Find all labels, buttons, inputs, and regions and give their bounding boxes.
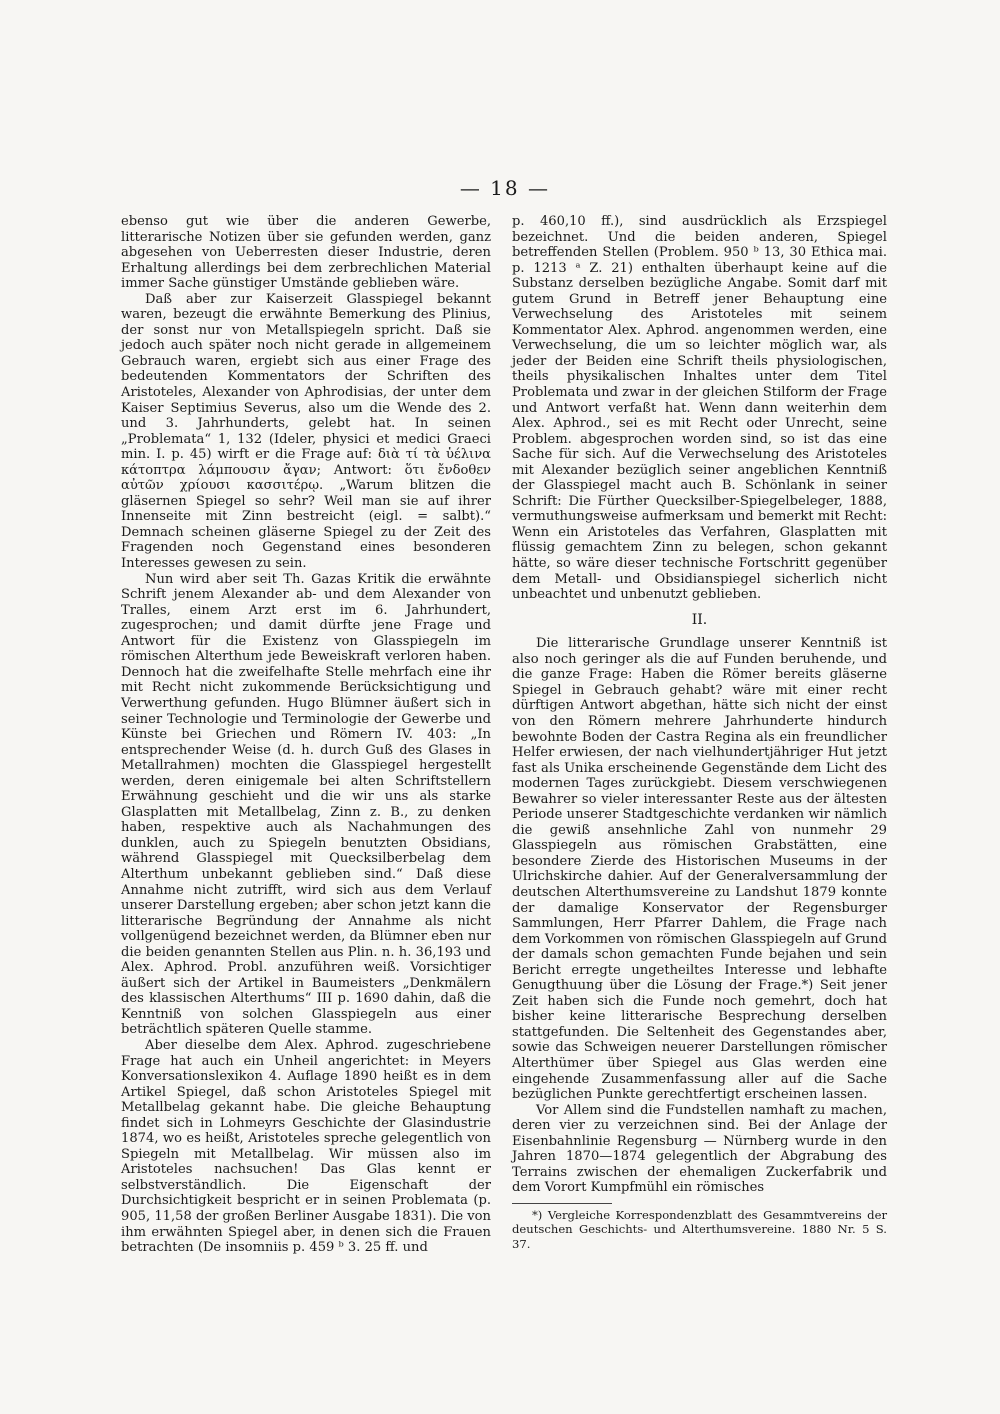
paragraph: p. 460,10 ff.), sind ausdrücklich als Erzspiegel bezeichnet. Und die beiden anderen, Spiegel betreffenden Stellen (Problem. 950 ᵇ 13, 30 Ethica mai. p. 1213 ᵃ Z. 21) enthalten überhaupt keine auf die Substanz derselben bezügliche Angabe. Somit darf mit gutem Grund in Betreff jener Behauptung eine Verwechselung des Aristoteles mit seinem Kommentator Alex. Aphrod. angenommen werden, eine Verwechselung, die um so leichter möglich war, als jeder der Beiden eine Schrift theils physiologischen, theils physikalischen Inhaltes unter dem Titel Problemata und zwar in der gleichen Stilform der Frage und Antwort verfaßt hat. Wenn dann weiterhin dem Alex. Aphrod., sei es mit Recht oder Unrecht, seine Problem. abgesprochen worden sind, so ist das eine Sache für sich. Auf die Verwechselung des Aristoteles mit Alexander bezüglich seiner angeblichen Kenntniß der Glasspiegel macht auch B. Schönlank in seiner Schrift: Die Fürther Quecksilber-Spiegelbeleger, 1888, vermuthungsweise aufmerksam und bemerkt mit Recht: Wenn ein Aristoteles das Verfahren, Glasplatten mit flüssig gemachtem Zinn zu belegen, schon gekannt hätte, so wäre dieser technische Fortschritt gegenüber dem Metall- und Obsidianspiegel sicherlich nicht unbeachtet und unbenutzt geblieben. (512, 214, 887, 603)
section-heading: II. (691, 611, 708, 628)
footnote-text: *) Vergleiche Korrespondenzblatt des Gesammtvereins der deutschen Geschichts- und Alterthumsvereine. 1880 Nr. 5 S. 37. (512, 1207, 887, 1251)
paragraph: Die litterarische Grundlage unserer Kenntniß ist also noch geringer als die auf Funden beruhende, und die ganze Frage: Haben die Römer bereits gläserne Spiegel in Gebrauch gehabt? wäre mit einer recht dürftigen Antwort abgethan, hätte sich nicht der einst von den Römern mehrere Jahrhunderte hindurch bewohnte Boden der Castra Regina als ein freundlicher Helfer erwiesen, der nach vielhundertjähriger Hut jetzt fast als Unika erscheinende Gegenstände dem Licht des modernen Tages zurückgiebt. Diesem verschwiegenen Bewahrer so vieler interessanter Reste aus der ältesten Periode unserer Stadtgeschichte verdanken wir nämlich die gewiß ansehnliche Zahl von nunmehr 29 Glasspiegeln aus römischen Grabstätten, eine besondere Zierde des Historischen Museums in der Ulrichskirche dahier. Auf der Generalversammlung der deutschen Alterthumsvereine zu Landshut 1879 konnte der damalige Konservator der Regensburger Sammlungen, Herr Pfarrer Dahlem, die Frage nach dem Vorkommen von römischen Glasspiegeln auf Grund der damals schon gemachten Funde bejahen und sein Bericht erregte ungetheiltes Interesse und lebhafte Genugthuung über die Lösung der Frage.*) Seit jener Zeit haben sich die Funde noch gemehrt, doch hat bisher keine litterarische Besprechung derselben stattgefunden. Die Seltenheit des Gegenstandes aber, sowie das Schweigen neuerer Darstellungen römischer Alterthümer über Spiegel aus Glas werden eine eingehende Zusammenfassung aller auf die Sache bezüglichen Punkte gerechtfertigt erscheinen lassen. (512, 636, 887, 1103)
page-number: — 18 — (459, 176, 550, 200)
right-column (512, 214, 887, 1251)
paragraph: Vor Allem sind die Fundstellen namhaft zu machen, deren vier zu verzeichnen sind. Bei der Anlage der Eisenbahnlinie Regensburg — Nürnberg wurde in den Jahren 1870—1874 gelegentlich der Abgrabung des Terrains zwischen der ehemaligen Zuckerfabrik und dem Vorort Kumpfmühl ein römisches (512, 1102, 887, 1196)
paragraph: ebenso gut wie über die anderen Gewerbe, litterarische Notizen über sie gefunden werden, ganz abgesehen von Ueberresten dieser Industrie, deren Erhaltung allerdings bei dem zerbrechlichen Material immer Sache günstiger Umstände geblieben wäre. (121, 214, 491, 292)
footnote (512, 1208, 887, 1252)
left-column (121, 214, 491, 1256)
footnote-divider (512, 1203, 612, 1204)
paragraph: Aber dieselbe dem Alex. Aphrod. zugeschriebene Frage hat auch ein Unheil angerichtet: in Meyers Konversationslexikon 4. Auflage 1890 heißt es in dem Artikel Spiegel, daß schon Aristoteles Spiegel mit Metallbelag gekannt habe. Die gleiche Behauptung findet sich in Lohmeyrs Geschichte der Glasindustrie 1874, wo es heißt, Aristoteles spreche gelegentlich von Spiegeln mit Metallbelag. Wir müssen also im Aristoteles nachsuchen! Das Glas kennt er selbstverständlich. Die Eigenschaft der Durchsichtigkeit bespricht er in seinen Problemata (p. 905, 11,58 der großen Berliner Ausgabe 1831). Die von ihm erwähnten Spiegel aber, in denen sich die Frauen betrachten (De insomniis p. 459 ᵇ 3. 25 ff. und (121, 1037, 491, 1256)
paragraph: Daß aber zur Kaiserzeit Glasspiegel bekannt waren, bezeugt die erwähnte Bemerkung des Plinius, der sonst nur von Metallspiegeln spricht. Daß sie jedoch auch später noch nicht gerade in allgemeinem Gebrauch waren, ergiebt sich aus einer Frage des bedeutenden Kommentators der Schriften des Aristoteles, Alexander von Aphrodisias, der unter dem Kaiser Septimius Severus, also um die Wende des 2. und 3. Jahrhunderts, gelebt hat. In seinen „Problemata“ 1, 132 (Ideler, physici et medici Graeci min. I. p. 45) wirft er die Frage auf: διὰ τί τὰ ὑέλινα κάτοπτρα λάμπουσιν ἄγαν; Antwort: ὅτι ἔνδοθεν αὐτῶν χρίουσι κασσιτέρῳ. „Warum blitzen die gläsernen Spiegel so sehr? Weil man sie auf ihrer Innenseite mit Zinn bestreicht (eigl. = salbt).“ Demnach scheinen gläserne Spiegel zu der Zeit des Fragenden noch Gegenstand eines besonderen Interesses gewesen zu sein. (121, 291, 491, 572)
paragraph: Nun wird aber seit Th. Gazas Kritik die erwähnte Schrift jenem Alexander ab- und dem Alexander von Tralles, einem Arzt erst im 6. Jahrhundert, zugesprochen; und damit dürfte jene Frage und Antwort für die Existenz von Glasspiegeln im römischen Alterthum jede Beweiskraft verloren haben. Dennoch hat die zweifelhafte Stelle mehrfach eine ihr mit Recht nicht zukommende Berücksichtigung und Verwerthung gefunden. Hugo Blümner äußert sich in seiner Technologie und Terminologie der Gewerbe und Künste bei Griechen und Römern IV. 403: „In entsprechender Weise (d. h. durch Guß des Glases in Metallrahmen) mochten die Glasspiegel hergestellt werden, deren einigemale bei alten Schriftstellern Erwähnung geschieht und die wir uns als starke Glasplatten mit Metallbelag, Zinn z. B., zu denken haben, respektive auch als Nachahmungen des dunklen, auch zu Spiegeln benutzten Obsidians, während Glasspiegel mit Quecksilberbelag dem Alterthum unbekannt geblieben sind.“ Daß diese Annahme nicht zutrifft, wird sich aus dem Verlauf unserer Darstellung ergeben; aber schon jetzt kann die litterarische Begründung der Annahme als nicht vollgenügend bezeichnet werden, da Blümner eben nur die beiden genannten Stellen aus Plin. n. h. 36,193 und Alex. Aphrod. Probl. anzuführen weiß. Vorsichtiger äußert sich der Artikel in Baumeisters „Denkmälern des klassischen Alterthums“ III p. 1690 dahin, daß die Kenntniß von solchen Glasspiegeln aus einer beträchtlich späteren Quelle stamme. (121, 571, 491, 1038)
